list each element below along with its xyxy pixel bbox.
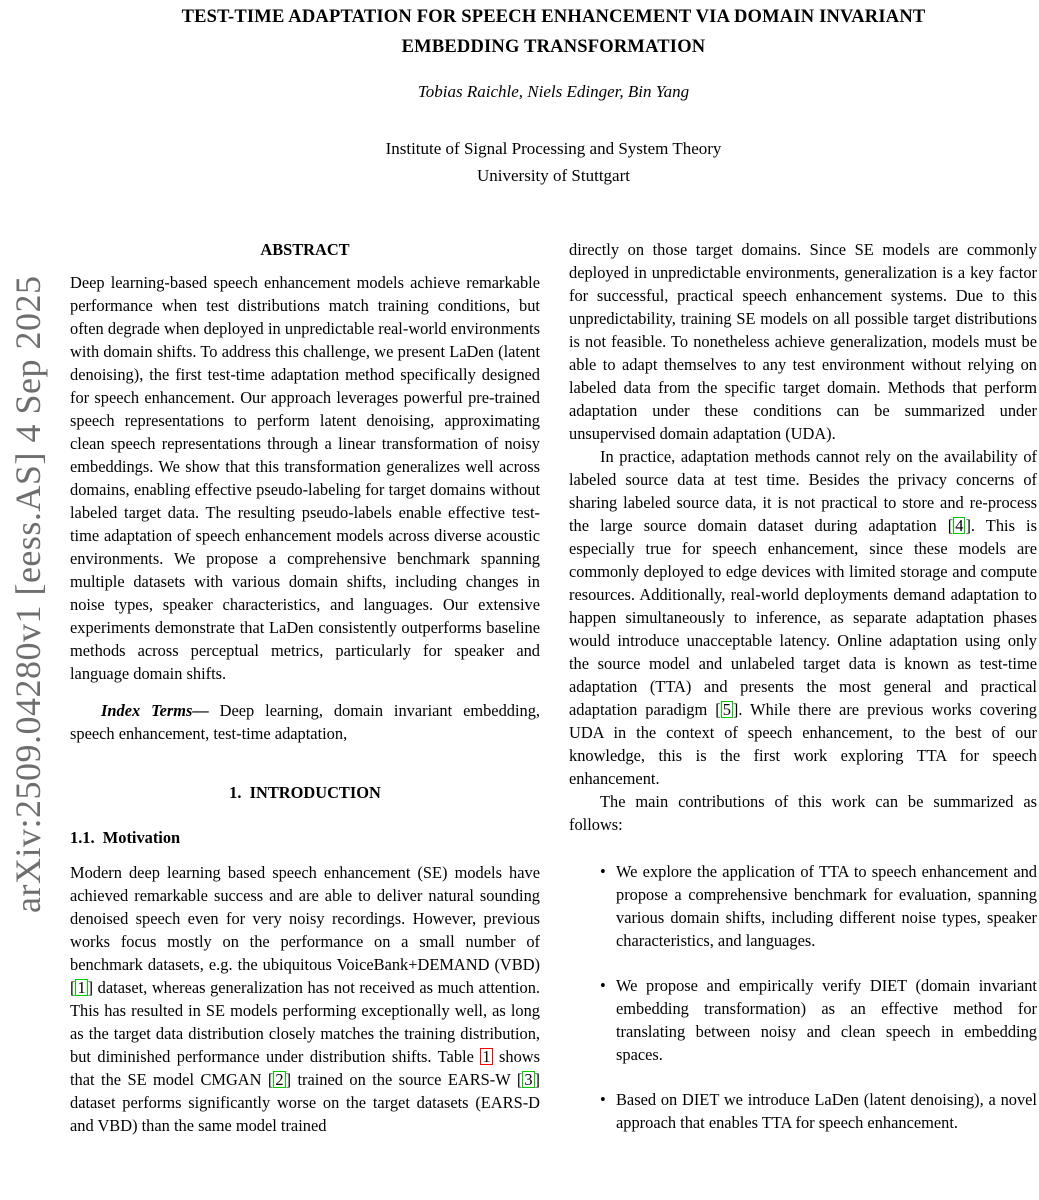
bullet-icon: • bbox=[600, 862, 606, 881]
index-terms-text: Deep learning, domain invariant embedding, speech enhancement, test-time adaptation, bbox=[70, 701, 541, 743]
authors: Tobias Raichle, Niels Edinger, Bin Yang bbox=[417, 82, 690, 101]
right-column bbox=[569, 238, 1037, 1156]
contribution-item bbox=[569, 1088, 1037, 1134]
paper-title-line2: EMBEDDING TRANSFORMATION bbox=[401, 37, 706, 57]
contribution-text: We propose and empirically verify DIET (domain invariant embedding transformation) as an effective method for translating between noisy and clean speech in embedding spaces. bbox=[616, 976, 1037, 1064]
contribution-item bbox=[569, 974, 1037, 1066]
affiliation-line1: Institute of Signal Processing and System Theory bbox=[385, 139, 722, 158]
citation-link[interactable]: 2 bbox=[275, 1070, 284, 1089]
affiliation bbox=[70, 136, 1037, 189]
index-terms bbox=[70, 699, 540, 745]
paper-title bbox=[70, 2, 1037, 62]
contribution-text: We explore the application of TTA to speech enhancement and propose a comprehensive benchmark for evaluation, spanning various domain shifts, including different noise types, speaker characteristics, and languages. bbox=[616, 862, 1037, 950]
paragraph-contributions-intro: The main contributions of this work can be summarized as follows: bbox=[569, 792, 1037, 834]
citation-link[interactable]: 1 bbox=[77, 978, 86, 997]
left-column bbox=[70, 238, 540, 1137]
citation-link[interactable]: 3 bbox=[524, 1070, 533, 1089]
motivation-paragraph: Modern deep learning based speech enhancement (SE) models have achieved remarkable success and are able to deliver natural sounding denoised speech even for very noisy recordings. However, previous works focus mostly on the performance on a small number of benchmark datasets, e.g. the ubiquitous VoiceBank+DEMAND (VBD) [ 1 ] dataset, whereas generalization has not received as much attention. This has resulted in SE models performing exceptionally well, as long as the target data distribution closely matches the training distribution, but diminished performance under distribution shifts. Table 1 shows that the SE model CMGAN [ 2 ] trained on the source EARS-W [ 3 ] dataset performs significantly worse on the target datasets (EARS-D and VBD) than the same model trained bbox=[70, 863, 540, 1135]
paragraph-generalization: directly on those target domains. Since SE models are commonly deployed in unpredictable environments, generalization is a key factor for successful, practical speech enhancement systems. Due to this unpredictability, training SE models on all possible target distributions is not feasible. To nonetheless achieve generalization, models must be able to adapt themselves to any test environment without relying on labeled data from the specific target domain. Methods that perform adaptation under these conditions can be summarized under unsupervised domain adaptation (UDA). bbox=[569, 240, 1037, 443]
index-terms-label: Index Terms— bbox=[101, 701, 209, 720]
citation-link[interactable]: 4 bbox=[955, 516, 964, 535]
bullet-icon: • bbox=[600, 1090, 606, 1109]
contributions-list bbox=[569, 860, 1037, 1134]
bullet-icon: • bbox=[600, 976, 606, 995]
abstract-text: Deep learning-based speech enhancement models achieve remarkable performance when test distributions match training conditions, but often degrade when deployed in unpredictable real-world environments with domain shifts. To address this challenge, we present LaDen (latent denoising), the first test-time adaptation method specifically designed for speech enhancement. Our approach leverages powerful pre-trained speech representations to perform latent denoising, approximating clean speech representations through a linear transformation of noisy embeddings. We show that this transformation generalizes well across domains, enabling effective pseudo-labeling for target domains without labeled target data. The resulting pseudo-labels enable effective test-time adaptation of speech enhancement models across diverse acoustic environments. We propose a comprehensive benchmark spanning multiple datasets with various domain shifts, including changes in noise types, speaker characteristics, and languages. Our extensive experiments demonstrate that LaDen consistently outperforms baseline methods across perceptual metrics, particularly for speaker and language domain shifts. bbox=[70, 273, 540, 683]
citation-link[interactable]: 5 bbox=[722, 700, 731, 719]
affiliation-line2: University of Stuttgart bbox=[477, 165, 630, 185]
paper-title-line1: TEST-TIME ADAPTATION FOR SPEECH ENHANCEMENT VIA DOMAIN INVARIANT bbox=[181, 7, 926, 27]
subsection-1-1-heading: 1.1. Motivation bbox=[70, 828, 181, 847]
section-1-heading: 1. INTRODUCTION bbox=[229, 783, 381, 802]
contribution-item bbox=[569, 860, 1037, 952]
table-ref-link[interactable]: 1 bbox=[482, 1047, 491, 1066]
arxiv-watermark: arXiv:2509.04280v1 [eess.AS] 4 Sep 2025 bbox=[8, 275, 48, 913]
paragraph-practice: In practice, adaptation methods cannot rely on the availability of labeled source data at test time. Besides the privacy concerns of sharing labeled source data, it is not practical to store and re-process the large source domain dataset during adaptation [ 4 ]. This is especially true for speech enhancement, since these models are commonly deployed to edge devices with limited storage and compute resources. Additionally, real-world deployments demand adaptation to happen simultaneously to inference, as separate adaptation phases would introduce unacceptable latency. Online adaptation using only the source model and unlabeled target data is known as test-time adaptation (TTA) and presents the most general and practical adaptation paradigm [ 5 ]. While there are previous works covering UDA in the context of speech enhancement, to the best of our knowledge, this is the first work exploring TTA for speech enhancement. bbox=[569, 447, 1037, 788]
contribution-text: Based on DIET we introduce LaDen (latent denoising), a novel approach that enables TTA for speech enhancement. bbox=[616, 1090, 1037, 1132]
abstract-heading: ABSTRACT bbox=[260, 240, 350, 259]
